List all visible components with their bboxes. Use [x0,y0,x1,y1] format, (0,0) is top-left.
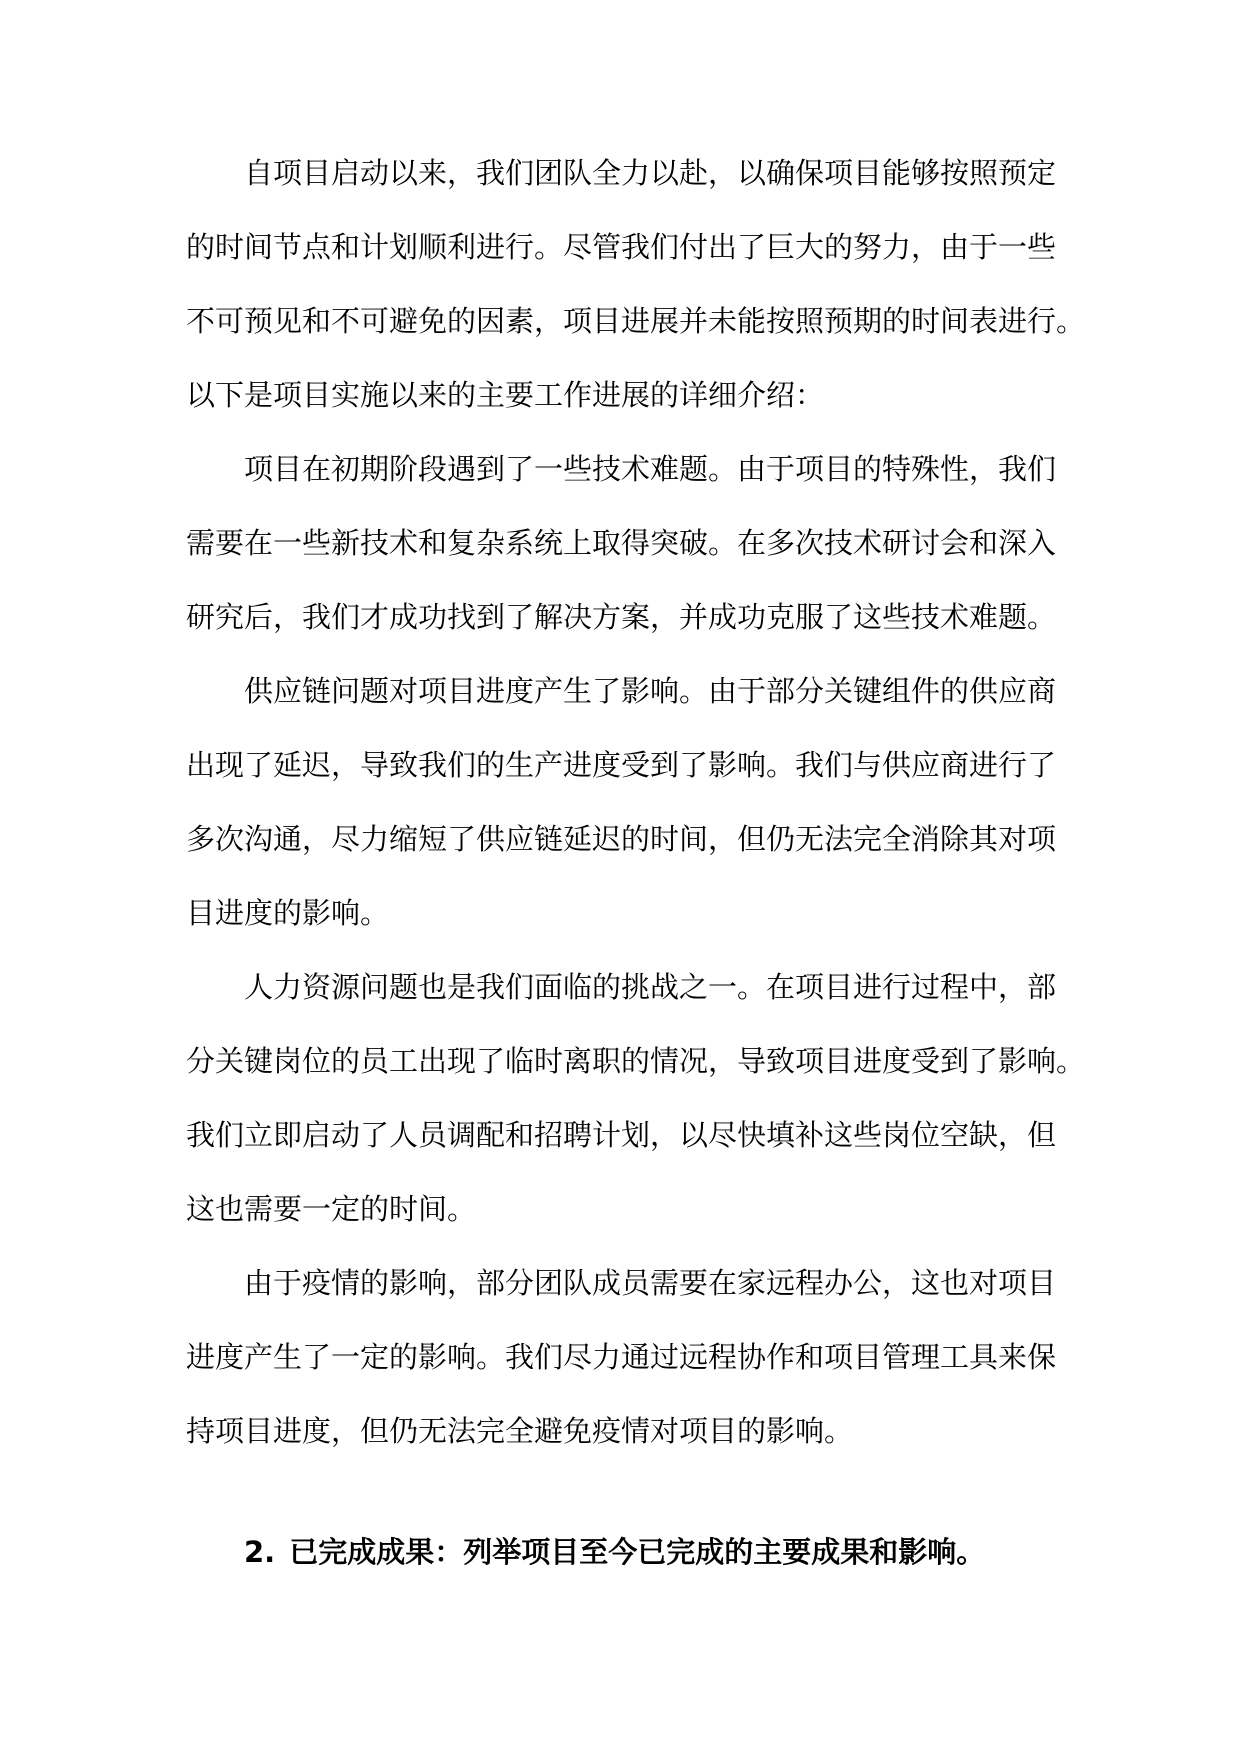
paragraph-5-line-1: 由于疫情的影响，部分团队成员需要在家远程办公，这也对项目 [244,1266,1057,1300]
section-number: 2. [244,1535,276,1569]
paragraph-1-line-1: 自项目启动以来，我们团队全力以赴，以确保项目能够按照预定 [244,156,1057,190]
paragraph-5-line-2: 进度产生了一定的影响。我们尽力通过远程协作和项目管理工具来保 [186,1340,1057,1374]
paragraph-5-line-3: 持项目进度，但仍无法完全避免疫情对项目的影响。 [186,1414,854,1448]
paragraph-4-line-3: 我们立即启动了人员调配和招聘计划，以尽快填补这些岗位空缺，但 [186,1118,1057,1152]
paragraph-1-line-3: 不可预见和不可避免的因素，项目进展并未能按照预期的时间表进行。 [186,304,1086,338]
section-heading [244,1530,985,1571]
section-title: 已完成成果：列举项目至今已完成的主要成果和影响。 [289,1535,986,1569]
paragraph-3-line-3: 多次沟通，尽力缩短了供应链延迟的时间，但仍无法完全消除其对项 [186,822,1057,856]
paragraph-3-line-2: 出现了延迟，导致我们的生产进度受到了影响。我们与供应商进行了 [186,748,1057,782]
paragraph-1-line-4: 以下是项目实施以来的主要工作进展的详细介绍： [186,378,825,412]
paragraph-3-line-4: 目进度的影响。 [186,896,390,930]
paragraph-2-line-2: 需要在一些新技术和复杂系统上取得突破。在多次技术研讨会和深入 [186,526,1057,560]
body-text [186,136,1086,1468]
paragraph-2-line-1: 项目在初期阶段遇到了一些技术难题。由于项目的特殊性，我们 [244,452,1057,486]
paragraph-2-line-3: 研究后，我们才成功找到了解决方案，并成功克服了这些技术难题。 [186,600,1057,634]
paragraph-3-line-1: 供应链问题对项目进度产生了影响。由于部分关键组件的供应商 [244,674,1057,708]
paragraph-4-line-4: 这也需要一定的时间。 [186,1192,477,1226]
paragraph-1-line-2: 的时间节点和计划顺利进行。尽管我们付出了巨大的努力，由于一些 [186,230,1057,264]
paragraph-4-line-1: 人力资源问题也是我们面临的挑战之一。在项目进行过程中，部 [244,970,1057,1004]
paragraph-4-line-2: 分关键岗位的员工出现了临时离职的情况，导致项目进度受到了影响。 [186,1044,1086,1078]
